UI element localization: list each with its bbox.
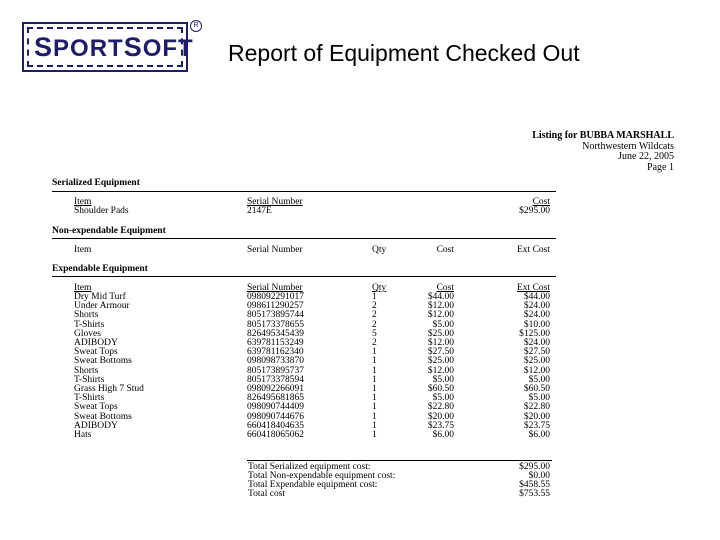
table-row	[0, 385, 720, 394]
total-label: Total Serialized equipment cost:	[248, 462, 371, 472]
cost-cell: $12.00	[427, 310, 454, 321]
qty-cell: 2	[372, 319, 377, 330]
column-header-qty: Qty	[372, 245, 387, 255]
serial-cell: 639781162340	[247, 347, 304, 358]
qty-cell: 1	[372, 420, 377, 431]
serial-cell: 805173378594	[247, 374, 304, 385]
ext-cost-cell: $23.75	[523, 420, 550, 431]
table-row	[0, 311, 720, 320]
column-header-qty: Qty	[372, 283, 387, 293]
item-cell: ADIBODY	[74, 420, 118, 431]
cost-cell: $6.00	[432, 430, 454, 440]
total-label: Total Non-expendable equipment cost:	[248, 471, 396, 481]
qty-cell: 5	[372, 328, 377, 339]
serialized-section-title: Serialized Equipment	[52, 178, 140, 188]
column-header-serial: Serial Number	[247, 245, 303, 255]
column-header-serial: Serial Number	[247, 197, 303, 207]
report-date: June 22, 2005	[618, 151, 674, 162]
item-cell: Gloves	[74, 328, 101, 339]
cost-cell: $22.80	[427, 402, 454, 413]
listing-title: Listing for BUBBA MARSHALL	[532, 130, 674, 141]
cost-cell: $27.50	[427, 347, 454, 358]
ext-cost-cell: $44.00	[523, 292, 550, 302]
registered-mark-icon: R	[190, 20, 202, 32]
item-cell: ADIBODY	[74, 338, 118, 348]
cost-cell: $20.00	[427, 411, 454, 422]
ext-cost-cell: $24.00	[523, 338, 550, 348]
page-number: Page 1	[647, 161, 674, 173]
item-cell: Shoulder Pads	[74, 206, 129, 216]
serial-cell: 826495345439	[247, 328, 304, 339]
column-header-item: Item	[74, 197, 92, 207]
cost-cell: $5.00	[432, 374, 454, 385]
qty-cell: 1	[372, 347, 377, 358]
ext-cost-cell: $5.00	[528, 374, 550, 385]
qty-cell: 2	[372, 338, 377, 348]
item-cell: Grass High 7 Stud	[74, 384, 144, 394]
qty-cell: 1	[372, 430, 377, 440]
serial-cell: 639781153249	[247, 338, 304, 348]
column-header-item: Item	[74, 283, 92, 293]
qty-cell: 1	[372, 365, 377, 376]
item-cell: T-Shirts	[74, 374, 105, 385]
cost-cell: $23.75	[427, 420, 454, 431]
column-header-ext-cost: Ext Cost	[517, 283, 550, 293]
table-row	[0, 403, 720, 412]
ext-cost-cell: $60.50	[523, 384, 550, 394]
table-row	[0, 422, 720, 431]
report-header	[532, 131, 674, 173]
cost-cell: $25.00	[427, 328, 454, 339]
item-cell: Sweat Bottoms	[74, 356, 132, 367]
totals-row	[0, 490, 720, 499]
ext-cost-cell: $22.80	[523, 402, 550, 413]
section-divider	[52, 191, 556, 192]
page-title: Report of Equipment Checked Out	[228, 40, 580, 66]
qty-cell: 1	[372, 292, 377, 302]
item-cell: Under Armour	[74, 301, 130, 312]
totals-divider	[247, 460, 552, 461]
serial-cell: 098090744676	[247, 411, 304, 422]
qty-cell: 1	[372, 374, 377, 385]
serial-cell: 805173895737	[247, 365, 304, 376]
column-header-item: Item	[74, 245, 92, 255]
item-cell: Hats	[74, 430, 92, 440]
item-cell: Dry Mid Turf	[74, 292, 126, 302]
qty-cell: 1	[372, 411, 377, 422]
serial-cell: 098092266091	[247, 384, 304, 394]
expendable-section-title: Expendable Equipment	[52, 264, 148, 274]
serial-cell: 098092291017	[247, 292, 304, 302]
qty-cell: 1	[372, 384, 377, 394]
cost-cell: $295.00	[519, 206, 550, 216]
table-row	[0, 367, 720, 376]
serial-cell: 660418404635	[247, 420, 304, 431]
cost-cell: $5.00	[432, 393, 454, 404]
column-header-cost: Cost	[532, 197, 550, 207]
cost-cell: $12.00	[427, 365, 454, 376]
ext-cost-cell: $125.00	[519, 328, 550, 339]
nonexpendable-header-row	[0, 246, 720, 255]
item-cell: Sweat Tops	[74, 402, 118, 413]
table-row	[0, 357, 720, 366]
column-header-cost: Cost	[436, 283, 454, 293]
section-divider	[52, 238, 556, 239]
cost-cell: $5.00	[432, 319, 454, 330]
qty-cell: 1	[372, 402, 377, 413]
total-value: $458.55	[519, 480, 550, 490]
item-cell: T-Shirts	[74, 393, 105, 404]
serial-cell: 805173378655	[247, 319, 304, 330]
total-label: Total cost	[248, 489, 286, 499]
item-cell: Shorts	[74, 365, 99, 376]
cost-cell: $12.00	[427, 301, 454, 312]
table-row	[0, 431, 720, 440]
item-cell: T-Shirts	[74, 319, 105, 330]
nonexpendable-section-title: Non-expendable Equipment	[52, 226, 166, 236]
logo-wordmark: SPORTSOFT	[34, 32, 194, 62]
item-cell: Shorts	[74, 310, 99, 321]
total-value: $0.00	[528, 471, 550, 481]
table-row	[0, 321, 720, 330]
total-label: Total Expendable equipment cost:	[248, 480, 378, 490]
ext-cost-cell: $24.00	[523, 310, 550, 321]
ext-cost-cell: $20.00	[523, 411, 550, 422]
cost-cell: $44.00	[427, 292, 454, 302]
ext-cost-cell: $12.00	[523, 365, 550, 376]
table-row	[0, 207, 720, 216]
serial-cell: 805173895744	[247, 310, 304, 321]
table-row	[0, 302, 720, 311]
total-value: $295.00	[519, 462, 550, 472]
sportsoft-logo	[22, 22, 194, 72]
qty-cell: 2	[372, 310, 377, 321]
serial-cell: 098611290257	[247, 301, 304, 312]
table-row	[0, 413, 720, 422]
cost-cell: $60.50	[427, 384, 454, 394]
total-value: $753.55	[519, 489, 550, 499]
section-divider	[52, 276, 556, 277]
qty-cell: 2	[372, 301, 377, 312]
serial-cell: 826495681865	[247, 393, 304, 404]
serial-cell: 2147E	[247, 206, 272, 216]
column-header-cost: Cost	[436, 245, 454, 255]
ext-cost-cell: $25.00	[523, 356, 550, 367]
cost-cell: $12.00	[427, 338, 454, 348]
ext-cost-cell: $27.50	[523, 347, 550, 358]
item-cell: Sweat Tops	[74, 347, 118, 358]
serial-cell: 098098733870	[247, 356, 304, 367]
serial-cell: 098090744409	[247, 402, 304, 413]
cost-cell: $25.00	[427, 356, 454, 367]
ext-cost-cell: $6.00	[528, 430, 550, 440]
qty-cell: 1	[372, 356, 377, 367]
serial-cell: 660418065062	[247, 430, 304, 440]
ext-cost-cell: $10.00	[523, 319, 550, 330]
ext-cost-cell: $24.00	[523, 301, 550, 312]
totals-row	[0, 481, 720, 490]
item-cell: Sweat Bottoms	[74, 411, 132, 422]
team-name: Northwestern Wildcats	[582, 140, 674, 152]
qty-cell: 1	[372, 393, 377, 404]
ext-cost-cell: $5.00	[528, 393, 550, 404]
column-header-ext-cost: Ext Cost	[517, 245, 550, 255]
column-header-serial: Serial Number	[247, 283, 303, 293]
